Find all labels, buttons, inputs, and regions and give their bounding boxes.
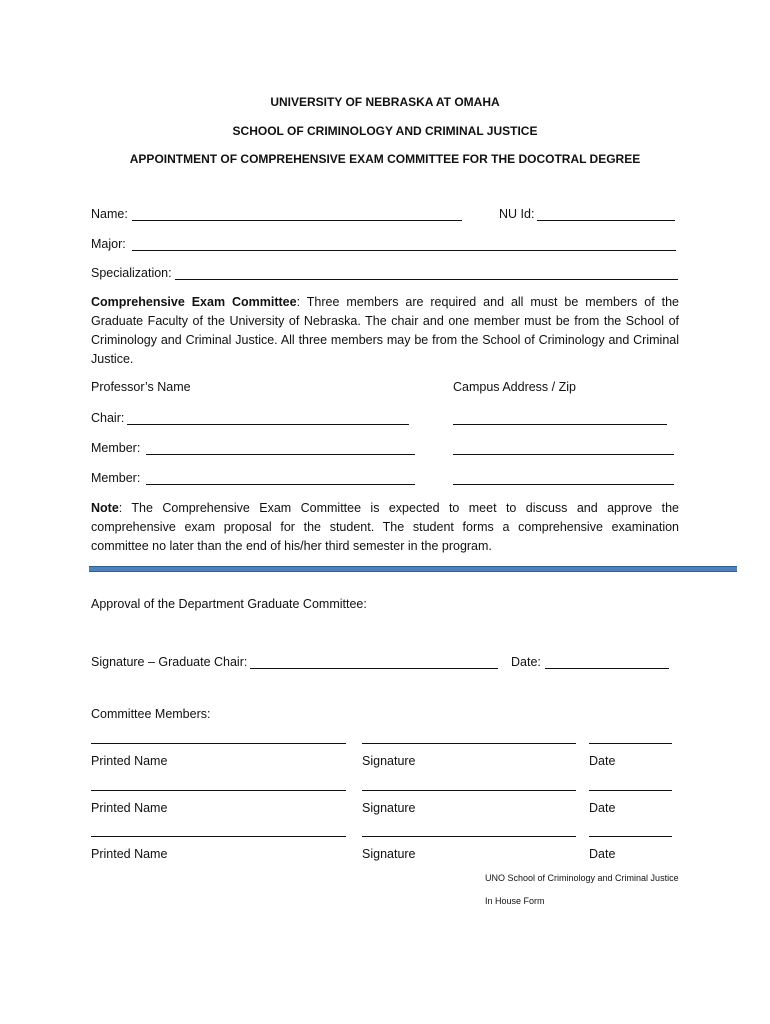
member-signature-line[interactable]: [362, 790, 576, 791]
member-date-line[interactable]: [589, 743, 672, 744]
member-printed-name-line[interactable]: [91, 836, 346, 837]
professor-name-header: Professor’s Name: [91, 380, 191, 394]
member2-label: Member:: [91, 471, 141, 485]
chair-address-field[interactable]: [453, 424, 667, 425]
committee-heading: Comprehensive Exam Committee: [91, 295, 297, 309]
date-label: Date: [589, 801, 616, 815]
specialization-field[interactable]: [175, 279, 678, 280]
member2-address-field[interactable]: [453, 484, 674, 485]
member1-name-field[interactable]: [146, 454, 415, 455]
committee-description: [91, 293, 679, 369]
date-label: Date: [589, 754, 616, 768]
approval-heading: Approval of the Department Graduate Committee:: [91, 597, 367, 611]
member1-address-field[interactable]: [453, 454, 674, 455]
signature-label: Signature: [362, 754, 416, 768]
printed-name-label: Printed Name: [91, 801, 168, 815]
note-paragraph: [91, 499, 679, 556]
nu-id-field[interactable]: [537, 220, 675, 221]
major-label: Major:: [91, 237, 126, 251]
chair-name-field[interactable]: [127, 424, 409, 425]
graduate-chair-date-field[interactable]: [545, 668, 669, 669]
member1-label: Member:: [91, 441, 141, 455]
graduate-chair-signature-label: Signature – Graduate Chair:: [91, 655, 248, 669]
specialization-label: Specialization:: [91, 266, 172, 280]
chair-label: Chair:: [91, 411, 125, 425]
committee-text: : Three members are required and all must be members of the Graduate Faculty of the University of Nebraska. The chair and one member must be from the School of Criminology and Criminal Justice. All three members may be from the School of Criminology and Criminal Justice.: [91, 295, 679, 366]
date-label: Date: [589, 847, 616, 861]
member-date-line[interactable]: [589, 836, 672, 837]
name-label: Name:: [91, 207, 128, 221]
member2-name-field[interactable]: [146, 484, 415, 485]
committee-members-heading: Committee Members:: [91, 707, 211, 721]
school-title: SCHOOL OF CRIMINOLOGY AND CRIMINAL JUSTICE: [232, 124, 538, 138]
graduate-chair-signature-field[interactable]: [250, 668, 498, 669]
footer-form-type: In House Form: [485, 896, 545, 906]
note-label: Note: [91, 501, 119, 515]
campus-address-header: Campus Address / Zip: [453, 380, 576, 394]
university-title: UNIVERSITY OF NEBRASKA AT OMAHA: [270, 95, 500, 109]
date-label: Date:: [511, 655, 541, 669]
form-title: APPOINTMENT OF COMPREHENSIVE EXAM COMMITTEE FOR THE DOCOTRAL DEGREE: [129, 152, 641, 166]
signature-label: Signature: [362, 801, 416, 815]
footer-school: UNO School of Criminology and Criminal Justice: [485, 873, 679, 883]
printed-name-label: Printed Name: [91, 847, 168, 861]
note-text: : The Comprehensive Exam Committee is expected to meet to discuss and approve the comprehensive exam proposal for the student. The student forms a comprehensive examination committee no later than the end of his/her third semester in the program.: [91, 501, 679, 553]
section-divider: [89, 566, 737, 572]
signature-label: Signature: [362, 847, 416, 861]
member-printed-name-line[interactable]: [91, 743, 346, 744]
printed-name-label: Printed Name: [91, 754, 168, 768]
member-signature-line[interactable]: [362, 836, 576, 837]
member-date-line[interactable]: [589, 790, 672, 791]
name-field[interactable]: [132, 220, 462, 221]
nu-id-label: NU Id:: [499, 207, 535, 221]
major-field[interactable]: [132, 250, 676, 251]
member-signature-line[interactable]: [362, 743, 576, 744]
member-printed-name-line[interactable]: [91, 790, 346, 791]
